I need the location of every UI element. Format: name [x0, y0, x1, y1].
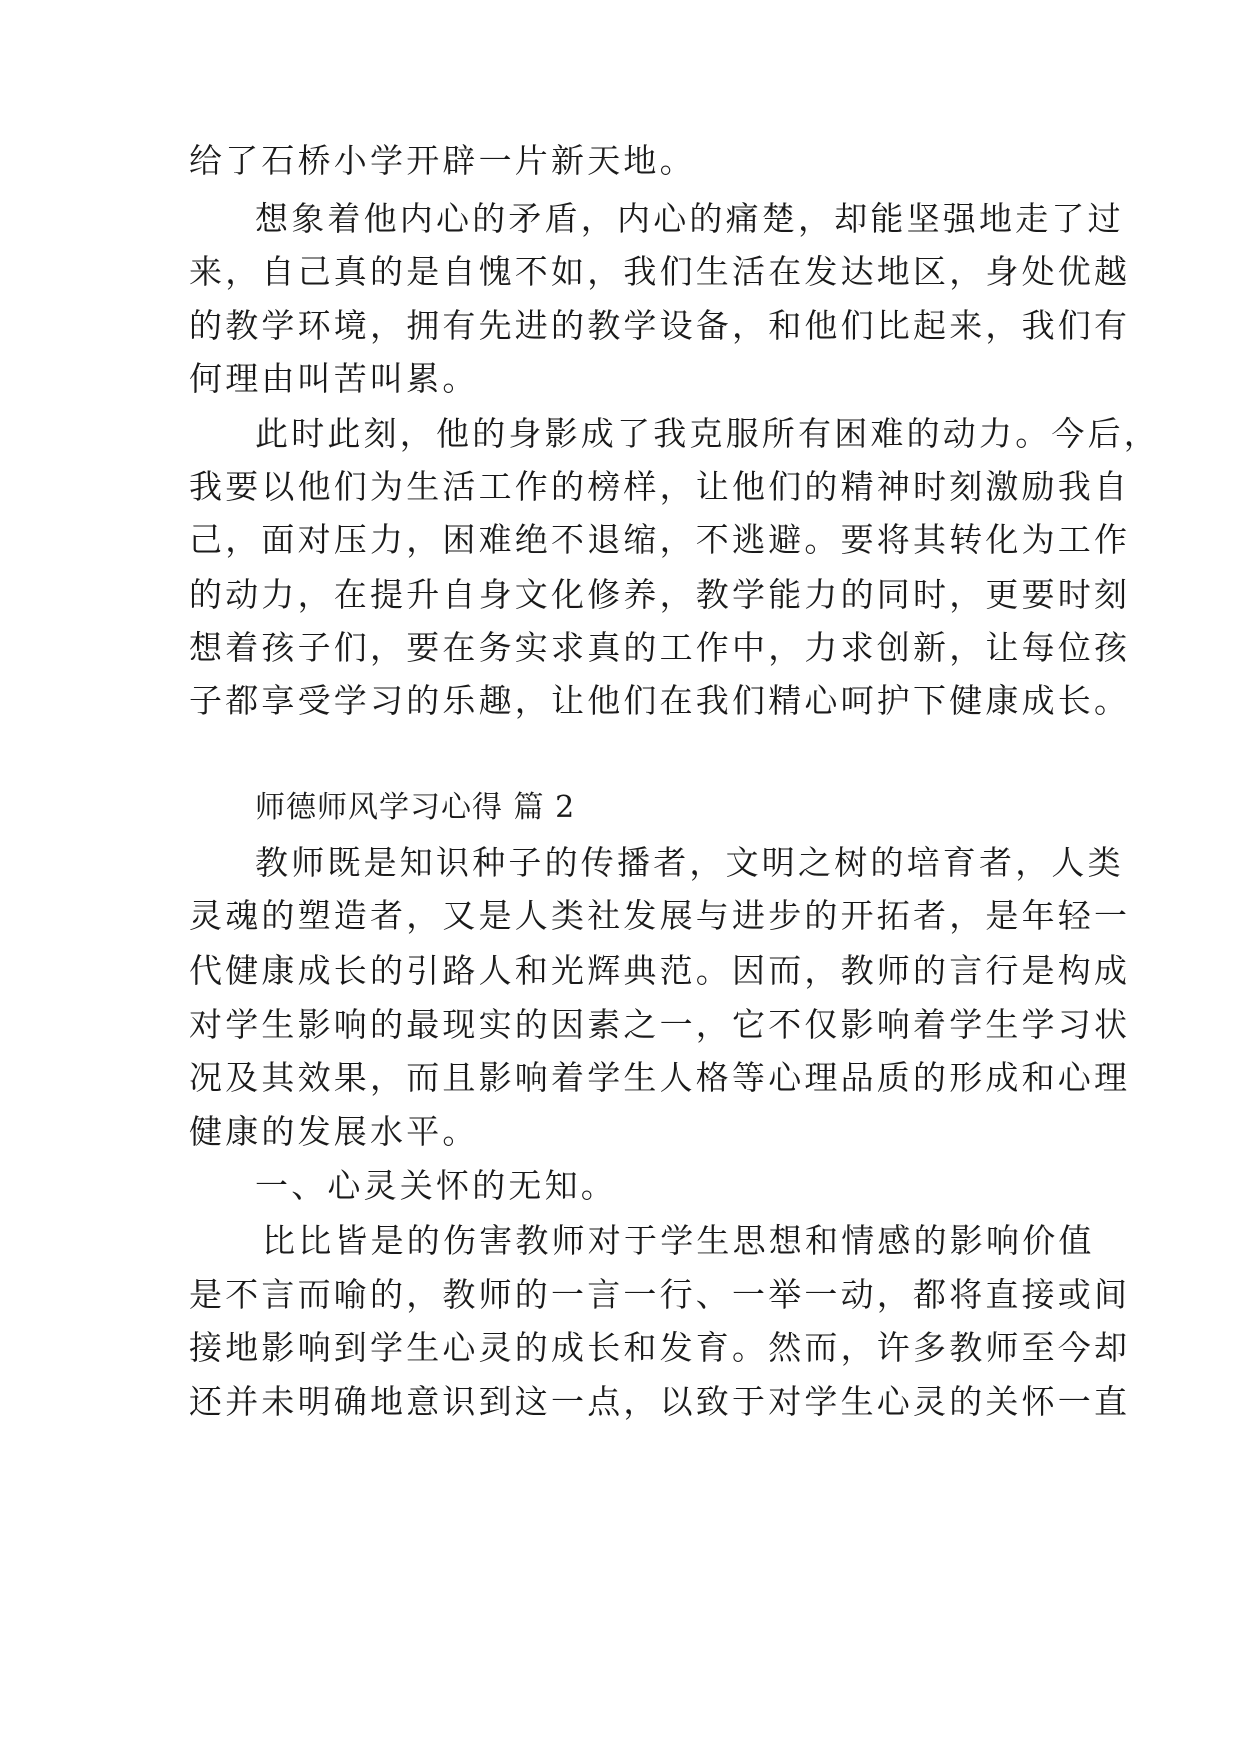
text-line: 灵魂的塑造者，又是人类社发展与进步的开拓者，是年轻一 [189, 896, 1131, 935]
text-line: 健康的发展水平。 [189, 1112, 479, 1151]
text-line: 此时此刻，他的身影成了我克服所有困难的动力。今后， [255, 414, 1160, 453]
text-line: 是不言而喻的，教师的一言一行、一举一动，都将直接或间 [189, 1275, 1131, 1314]
text-line: 何理由叫苦叫累。 [189, 359, 479, 398]
text-line: 己，面对压力，困难绝不退缩，不逃避。要将其转化为工作 [189, 520, 1131, 559]
text-line: 的教学环境，拥有先进的教学设备，和他们比起来，我们有 [189, 306, 1131, 345]
text-line: 给了石桥小学开辟一片新天地。 [189, 141, 696, 180]
text-line: 接地影响到学生心灵的成长和发育。然而，许多教师至今却 [189, 1328, 1131, 1367]
text-line: 况及其效果，而且影响着学生人格等心理品质的形成和心理 [189, 1058, 1131, 1097]
text-line: 对学生影响的最现实的因素之一，它不仅影响着学生学习状 [189, 1005, 1131, 1044]
text-line: 教师既是知识种子的传播者，文明之树的培育者，人类 [255, 843, 1124, 882]
text-line: 比比皆是的伤害教师对于学生思想和情感的影响价值 [262, 1221, 1095, 1260]
section-heading: 师德师风学习心得 篇 2 [255, 790, 576, 825]
text-line: 子都享受学习的乐趣，让他们在我们精心呵护下健康成长。 [189, 681, 1131, 720]
text-line: 一、心灵关怀的无知。 [255, 1166, 617, 1205]
text-line: 我要以他们为生活工作的榜样，让他们的精神时刻激励我自 [189, 467, 1131, 506]
text-line: 想象着他内心的矛盾，内心的痛楚，却能坚强地走了过 [255, 199, 1124, 238]
text-line: 来，自己真的是自愧不如，我们生活在发达地区，身处优越 [189, 252, 1131, 291]
text-line: 的动力，在提升自身文化修养，教学能力的同时，更要时刻 [189, 575, 1131, 614]
text-line: 代健康成长的引路人和光辉典范。因而，教师的言行是构成 [189, 951, 1131, 990]
text-line: 想着孩子们，要在务实求真的工作中，力求创新，让每位孩 [189, 628, 1131, 667]
text-line: 还并未明确地意识到这一点，以致于对学生心灵的关怀一直 [189, 1382, 1131, 1421]
